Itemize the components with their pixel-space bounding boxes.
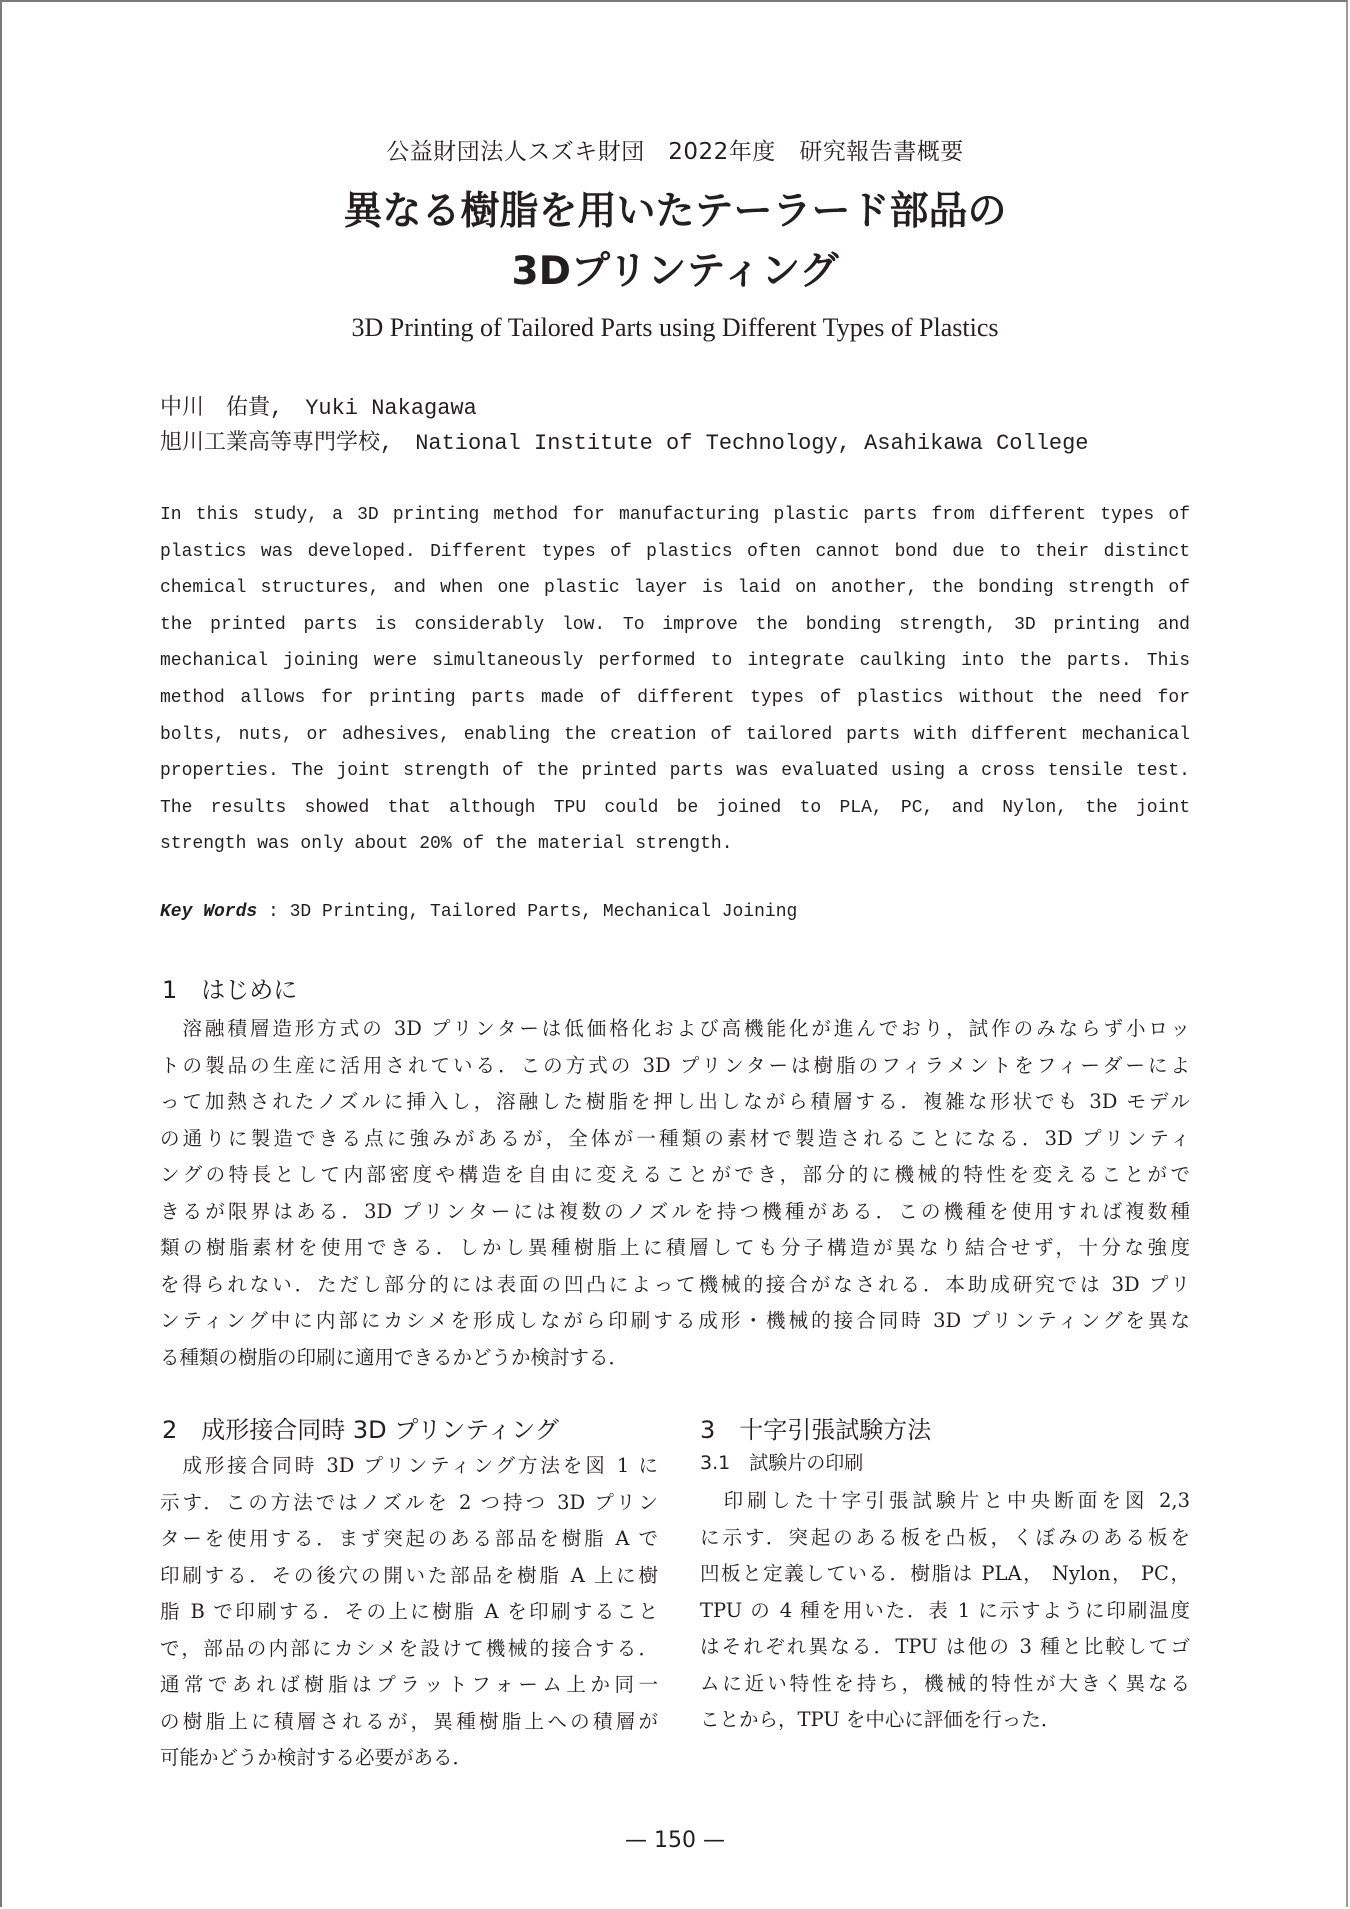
abstract-line: chemical structures, and when one plastic layer is laid on another, the bonding strength of (160, 578, 1190, 599)
body-line: 脂 B で印刷する．その上に樹脂 A を印刷すること (160, 1600, 658, 1623)
body-line: はそれぞれ異なる．TPU は他の 3 種と比較してゴ (700, 1635, 1190, 1658)
page-number: — 150 — (625, 1828, 725, 1853)
section-1-heading: 1 はじめに (162, 976, 298, 1004)
body-line: TPU の 4 種を用いた．表 1 に示すように印刷温度 (700, 1598, 1190, 1622)
title-jp-line-2: 3Dプリンティング (511, 249, 839, 294)
body-line: 可能かどうか検討する必要がある． (160, 1746, 473, 1769)
author-name: 中川 佑貴, Yuki Nakagawa (160, 396, 477, 421)
body-line: ターを使用する．まず突起のある部品を樹脂 A で (160, 1527, 658, 1550)
abstract-line: the printed parts is considerably low. To improve the bonding strength, 3D printing and (160, 614, 1190, 635)
body-line: で，部品の内部にカシメを設けて機械的接合する． (160, 1636, 658, 1660)
report-series-header: 公益財団法人スズキ財団 2022年度 研究報告書概要 (386, 139, 964, 165)
section-3-heading: 3 十字引張試験方法 (700, 1416, 932, 1444)
body-line: ングの特長として内部密度や構造を自由に変えることができ，部分的に機械的特性を変えることがで (160, 1163, 1190, 1186)
body-line: ムに近い特性を持ち，機械的特性が大きく異なる (700, 1671, 1190, 1695)
body-line: 印刷する．その後穴の開いた部品を樹脂 A 上に樹 (160, 1563, 658, 1587)
section-3-body (700, 1483, 1190, 1739)
body-line: って加熱されたノズルに挿入し，溶融した樹脂を押し出しながら積層する．複雑な形状でも 3D モデル (160, 1090, 1190, 1113)
body-line: 類の樹脂素材を使用できる．しかし異種樹脂上に積層しても分子構造が異なり結合せず，十分な強度 (160, 1236, 1190, 1259)
body-line: 凹板と定義している．樹脂は PLA， Nylon， PC， (700, 1562, 1190, 1585)
keywords-value: 3D Printing, Tailored Parts, Mechanical Joining (289, 902, 798, 922)
body-line: の樹脂上に積層されるが，異種樹脂上への積層が (160, 1709, 658, 1733)
body-line: 溶融積層造形方式の 3D プリンターは低価格化および高機能化が進んでおり，試作のみならず小ロッ (160, 1017, 1190, 1040)
body-line: ことから，TPU を中心に評価を行った． (700, 1708, 1061, 1731)
body-line: 示す．この方法ではノズルを 2 つ持つ 3D プリン (160, 1490, 658, 1514)
section-1-body (160, 1011, 1190, 1376)
keywords-separator: : (257, 902, 290, 922)
body-line: 成形接合同時 3D プリンティング方法を図 1 に (160, 1454, 658, 1477)
body-line: を得られない．ただし部分的には表面の凹凸によって機械的接合がなされる．本助成研究では 3D プリ (160, 1272, 1190, 1296)
body-line: きるが限界はある．3D プリンターには複数のノズルを持つ機種がある．この機種を使用すれば複数種 (160, 1199, 1190, 1223)
body-line: トの製品の生産に活用されている．この方式の 3D プリンターは樹脂のフィラメントをフィーダーによ (160, 1053, 1190, 1077)
title-en: 3D Printing of Tailored Parts using Different Types of Plastics (351, 313, 999, 342)
abstract (160, 497, 1190, 863)
body-line: の通りに製造できる点に強みがあるが，全体が一種類の素材で製造されることになる．3D プリンティ (160, 1126, 1190, 1150)
abstract-line: In this study, a 3D printing method for manufacturing plastic parts from different types of (160, 505, 1190, 525)
section-3-1-heading: 3.1 試験片の印刷 (700, 1452, 864, 1474)
abstract-line: mechanical joining were simultaneously performed to integrate caulking into the parts. This (160, 651, 1190, 672)
author-affiliation: 旭川工業高等専門学校, National Institute of Technology, Asahikawa College (160, 431, 1089, 456)
abstract-line: strength was only about 20% of the material strength. (160, 834, 733, 855)
abstract-line: bolts, nuts, or adhesives, enabling the creation of tailored parts with different mechanical (160, 724, 1190, 745)
abstract-line: properties. The joint strength of the printed parts was evaluated using a cross tensile test. (160, 761, 1190, 782)
title-jp-line-1: 異なる樹脂を用いたテーラード部品の (343, 189, 1007, 234)
body-line: ンティング中に内部にカシメを形成しながら印刷する成形・機械的接合同時 3D プリンティングを異な (160, 1309, 1190, 1332)
section-2-body (160, 1448, 658, 1777)
body-line: 通常であれば樹脂はプラットフォーム上か同一 (160, 1673, 658, 1696)
abstract-line: method allows for printing parts made of different types of plastics without the need for (160, 687, 1190, 708)
section-2-heading: 2 成形接合同時 3D プリンティング (162, 1416, 559, 1444)
body-line: る種類の樹脂の印刷に適用できるかどうか検討する． (160, 1345, 629, 1369)
keywords-label: Key Words (160, 902, 258, 922)
body-line: に示す．突起のある板を凸板，くぼみのある板を (700, 1525, 1190, 1549)
body-line: 印刷した十字引張試験片と中央断面を図 2,3 (700, 1489, 1190, 1512)
abstract-line: The results showed that although TPU could be joined to PLA, PC, and Nylon, the joint (160, 797, 1190, 818)
abstract-line: plastics was developed. Different types of plastics often cannot bond due to their distinct (160, 541, 1190, 562)
keywords (160, 902, 797, 922)
